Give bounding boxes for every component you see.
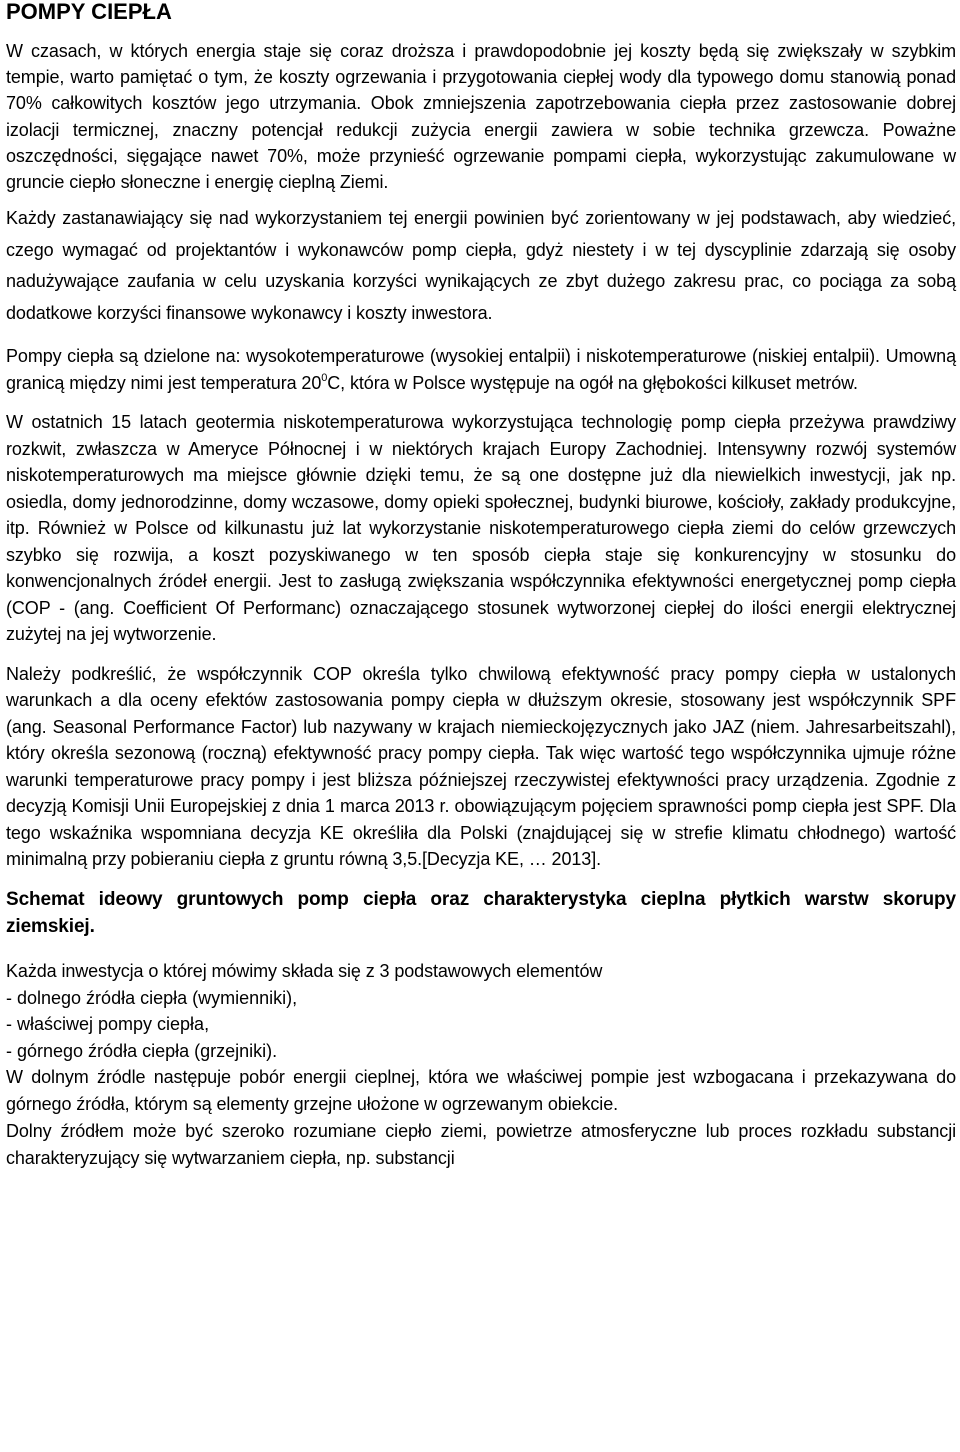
paragraph-classification — [6, 343, 956, 396]
document-title: POMPY CIEPŁA — [6, 0, 172, 24]
paragraph-lower-source: W dolnym źródle następuje pobór energii cieplnej, która we właściwej pompie jest wzbogacana i przekazywana do górnego źródła, którym są elementy grzejne ułożone w ogrzewanym obiekcie. — [6, 1067, 956, 1115]
document-page — [6, 0, 956, 1172]
paragraph-elements-intro: Każda inwestycja o której mówimy składa się z 3 podstawowych elementów — [6, 960, 603, 981]
section-heading-schema: Schemat ideowy gruntowych pomp ciepła oraz charakterystyka cieplna płytkich warstw skorupy ziemskiej. — [6, 888, 956, 937]
paragraph-classification-text-end: C, która w Polsce występuje na ogół na głębokości kilkuset metrów. — [327, 372, 858, 393]
paragraph-intro: W czasach, w których energia staje się coraz droższa i prawdopodobnie jej koszty będą się zwiększały w szybkim tempie, warto pamiętać o tym, że koszty ogrzewania i przygotowania ciepłej wody dla typowego domu stanowią ponad 70% całkowitych kosztów jego utrzymania. Obok zmniejszenia zapotrzebowania ciepła przez zastosowanie dobrej izolacji termicznej, znaczny potencjał redukcji zużycia energii zawiera w sobie technika grzewcza. Poważne oszczędności, sięgające nawet 70%, może przynieść ogrzewanie pompami ciepła, wykorzystując zakumulowane w gruncie ciepło słoneczne i energię cieplną Ziemi. — [6, 41, 956, 193]
list-item: - dolnego źródła ciepła (wymienniki), — [6, 987, 298, 1008]
paragraph-geothermal-growth: W ostatnich 15 latach geotermia niskotemperaturowa wykorzystująca technologię pomp ciepła przeżywa prawdziwy rozkwit, zwłaszcza w Ameryce Północnej i w niektórych krajach Europy Zachodniej. Intensywny rozwój systemów niskotemperaturowych ma miejsce głównie dzięki temu, że są one dostępne już dla niewielkich inwestycji, jak np. osiedla, domy jednorodzinne, domy wczasowe, domy opieki społecznej, budynki biurowe, kościoły, zakłady produkcyjne, itp. Również w Polsce od kilkunastu już lat wykorzystanie niskotemperaturowego ciepła ziemi do celów grzewczych szybko się rozwija, a koszt pozyskiwanego w ten sposób ciepła staje się konkurencyjny w stosunku do konwencjonalnych źródeł energii. Jest to zasługą zwiększania współczynnika efektywności energetycznej pomp ciepła (COP - (ang. Coefficient Of Performanc) oznaczającego stosunek wytworzonej ciepłej do ilości energii elektrycznej zużytej na jej wytworzenie. — [6, 412, 956, 645]
elements-list — [6, 985, 956, 1065]
paragraph-lower-source-types: Dolny źródłem może być szeroko rozumiane ciepło ziemi, powietrze atmosferyczne lub proces rozkładu substancji charakteryzujący się wytwarzaniem ciepła, np. substancji — [6, 1121, 956, 1169]
paragraph-knowledge: Każdy zastanawiający się nad wykorzystaniem tej energii powinien być zorientowany w jej podstawach, aby wiedzieć, czego wymagać od projektantów i wykonawców pomp ciepła, gdyż niestety i w tej dyscyplinie zdarzają się osoby nadużywające zaufania w celu uzyskania korzyści wynikających ze zbyt dużego zakresu prac, co pociąga za sobą dodatkowe korzyści finansowe wykonawcy i koszty inwestora. — [6, 208, 956, 323]
paragraph-cop-spf: Należy podkreślić, że współczynnik COP określa tylko chwilową efektywność pracy pompy ciepła w ustalonych warunkach a dla oceny efektów zastosowania pompy ciepła w dłuższym okresie, stosowany jest współczynnik SPF (ang. Seasonal Performance Factor) lub nazywany w krajach niemieckojęzycznych jako JAZ (niem. Jahresarbeitszahl), który określa sezonową (roczną) efektywność pracy pompy ciepła. Tak więc wartość tego współczynnika ujmuje różne warunki temperaturowe pracy pompy i jest bliższa późniejszej rzeczywistej efektywności pracy urządzenia. Zgodnie z decyzją Komisji Unii Europejskiej z dnia 1 marca 2013 r. obowiązującym pojęciem sprawności pomp ciepła jest SPF. Dla tego wskaźnika wspomniana decyzja KE określiła dla Polski (znajdującej się w strefie klimatu chłodnego) wartość minimalną przy pobieraniu ciepła z gruntu równą 3,5.[Decyzja KE, … 2013]. — [6, 663, 956, 870]
degree-superscript: 0 — [321, 371, 328, 384]
list-item: - właściwej pompy ciepła, — [6, 1014, 210, 1035]
list-item: - górnego źródła ciepła (grzejniki). — [6, 1040, 278, 1061]
paragraph-classification-text: Pompy ciepła są dzielone na: wysokotemperaturowe (wysokiej entalpii) i niskotemperaturowe (niskiej entalpii). Umowną granicą między nimi jest temperatura 20 — [6, 346, 956, 393]
